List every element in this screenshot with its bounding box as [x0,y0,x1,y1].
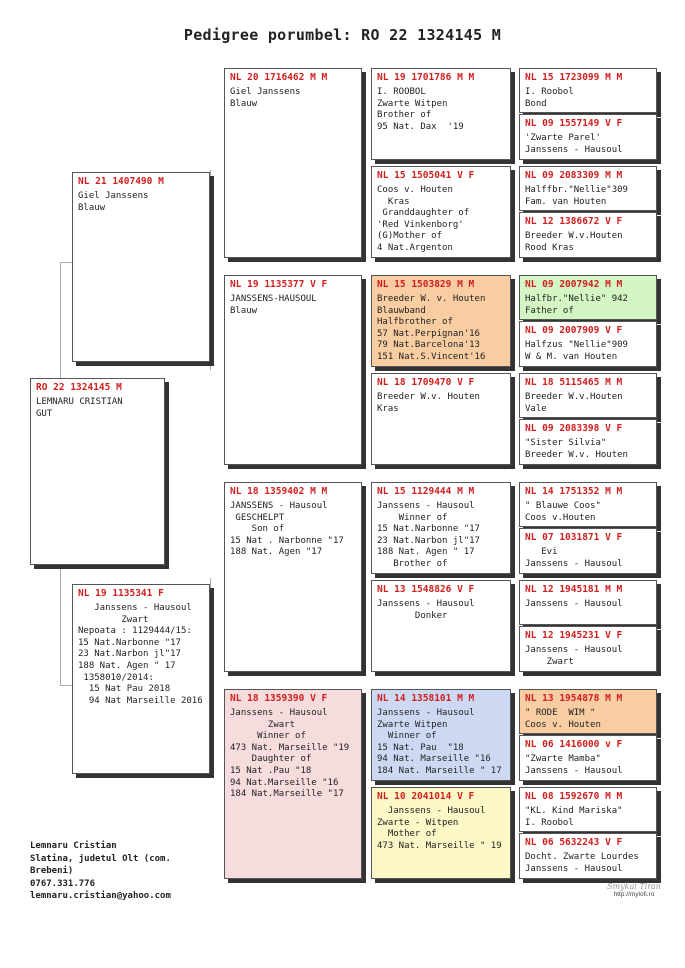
detail-line: 473 Nat. Marseille "19 [230,742,350,753]
pigeon-details [73,599,209,707]
pigeon-card-g7 [519,373,657,418]
connector [210,170,223,370]
detail-line: "KL. Kind Mariska" [525,806,623,816]
detail-line: 188 Nat. Agen " 17 [377,547,475,558]
pigeon-details [372,290,510,364]
detail-line: Bond [525,98,547,109]
detail-line: 184 Nat.Marseille "17 [230,789,344,800]
pigeon-card-mother [72,584,210,774]
detail-line: 57 Nat.Perpignan'16 [377,328,480,339]
pigeon-details [372,802,510,852]
pigeon-card-g10 [519,528,657,574]
pigeon-details [520,83,656,110]
pigeon-details [520,129,656,156]
ring-number: NL 19 1135341 F [78,588,164,599]
pigeon-details [520,388,656,415]
detail-line: Blauwband [377,305,426,316]
detail-line: Coos v. Houten [377,185,453,195]
detail-line: Winner of [377,731,437,742]
detail-line: Kras [377,196,410,207]
contact-name: Lemnaru Cristian [30,841,117,851]
ring-number: NL 09 2083309 M M [525,170,623,181]
detail-line: Blauw [230,305,258,316]
detail-line: Janssens - Hausoul [525,144,623,155]
detail-line: Janssens - Hausoul [525,645,623,655]
ring-number: NL 19 1135377 V F [230,279,328,290]
pigeon-card-fmf [371,275,511,367]
breeder-contact [30,840,171,903]
detail-line: 1358010/2014: [78,672,154,683]
detail-line: JANSSENS-HAUSOUL [230,294,317,304]
pigeon-details [73,187,209,214]
ring-number: NL 18 5115465 M M [525,377,623,388]
detail-line: Daughter of [230,754,312,765]
detail-line: 94 Nat.Marseille "16 [230,777,339,788]
ring-number: NL 14 1751352 M M [525,486,623,497]
pigeon-card-g9 [519,482,657,527]
pigeon-details [372,497,510,571]
detail-line: Janssens - Hausoul [377,708,475,718]
detail-line: Donker [377,610,448,621]
pigeon-details [520,802,656,829]
detail-line: Winner of [377,512,448,523]
detail-line: Granddaughter of [377,208,470,219]
ring-number: NL 13 1548826 V F [377,584,475,595]
detail-line: I. Roobol [525,87,574,97]
contact-address-2: Brebeni) [30,866,74,877]
pigeon-card-mm [224,689,362,879]
ring-number: NL 10 2041014 V F [377,791,475,802]
detail-line: W & M. van Houten [525,351,618,362]
detail-line: 'Red Vinkenborg' [377,219,464,230]
ring-number: NL 09 1557149 V F [525,118,623,129]
pigeon-details [520,434,656,461]
detail-line: Coos v. Houten [525,719,601,730]
ring-number: NL 12 1945181 M M [525,584,623,595]
pigeon-details [520,227,656,254]
ring-number: NL 08 1592670 M M [525,791,623,802]
detail-line: Halffbr."Nellie"309 [525,185,628,195]
pigeon-details [372,181,510,255]
pigeon-card-g8 [519,419,657,465]
pigeon-details [372,388,510,415]
pigeon-details [520,595,656,611]
pigeon-details [372,704,510,778]
detail-line: 15 Nat.Narbonne "17 [78,637,181,648]
ring-number: NL 18 1359390 V F [230,693,328,704]
ring-number: NL 18 1359402 M M [230,486,328,497]
detail-line: Son of [230,524,285,535]
detail-line: 188 Nat. Agen " 17 [78,660,176,671]
ring-number: NL 18 1709470 V F [377,377,475,388]
ring-number: NL 06 5632243 V F [525,837,623,848]
detail-line: Breeder W.v. Houten [525,449,628,460]
detail-line: 15 Nat . Narbonne "17 [230,535,344,546]
ring-number: RO 22 1324145 M [36,382,122,393]
detail-line: Father of [525,305,574,316]
contact-address: Slatina, judetul Olt (com. [30,853,171,864]
pigeon-card-mff [371,482,511,574]
detail-line: Halfbr."Nellie" 942 [525,294,628,304]
pigeon-details [31,393,164,420]
detail-line: 94 Nat. Marseille "16 [377,754,491,765]
detail-line: GUT [36,408,53,419]
detail-line: Breeder W. v. Houten [377,294,486,304]
pigeon-card-fmm [371,373,511,465]
detail-line: 151 Nat.S.Vincent'16 [377,351,486,362]
detail-line: Giel Janssens [78,191,149,201]
detail-line: Fam. van Houten [525,196,607,207]
ring-number: NL 20 1716462 M M [230,72,328,83]
detail-line: Janssens - Hausoul [525,558,623,569]
detail-line: Coos v.Houten [525,512,596,523]
ring-number: NL 13 1954878 M M [525,693,623,704]
pigeon-card-g14 [519,735,657,781]
pigeon-details [520,848,656,875]
detail-line: I. ROOBOL [377,87,426,97]
pigeon-details [372,595,510,622]
ring-number: NL 15 1129444 M M [377,486,475,497]
detail-line: Brother of [377,110,432,121]
pigeon-card-g11 [519,580,657,625]
detail-line: (G)Mother of [377,231,443,242]
detail-line: Blauw [230,98,258,109]
detail-line: I. Roobol [525,817,574,828]
detail-line: Janssens - Hausoul [377,501,475,511]
ring-number: NL 12 1945231 V F [525,630,623,641]
pigeon-card-fm [224,275,362,465]
pigeon-card-fff [371,68,511,160]
pigeon-card-mmm [371,787,511,879]
detail-line: 94 Nat Marseille 2016 [78,695,203,706]
pigeon-details [225,704,361,801]
detail-line: Docht. Zwarte Lourdes [525,852,639,862]
detail-line: JANSSENS - Hausoul [230,501,328,511]
detail-line: Zwart [230,719,296,730]
pigeon-card-g16 [519,833,657,879]
ring-number: NL 15 1503829 M M [377,279,475,290]
contact-phone: 0767.331.776 [30,878,96,889]
pigeon-card-g4 [519,212,657,258]
pigeon-card-subject [30,378,165,565]
ring-number: NL 15 1505041 V F [377,170,475,181]
detail-line: Zwart [525,656,574,667]
logo-url[interactable]: http://mylofi.ro [613,891,655,898]
pigeon-details [520,641,656,668]
logo-signature: Smykal Tiran [607,882,661,891]
pigeon-card-ff [224,68,362,258]
detail-line: "Sister Silvia" [525,438,607,448]
pigeon-card-father [72,172,210,362]
pigeon-details [225,83,361,110]
detail-line: Giel Janssens [230,87,301,97]
pigeon-card-mf [224,482,362,672]
connector [210,578,223,778]
pigeon-details [520,181,656,208]
pigeon-details [520,336,656,363]
detail-line: "Zwarte Mamba" [525,754,601,764]
page-title: Pedigree porumbel: RO 22 1324145 M [183,26,502,44]
detail-line: LEMNARU CRISTIAN [36,397,123,407]
detail-line: 'Zwarte Parel' [525,133,601,143]
pigeon-card-g15 [519,787,657,832]
detail-line: Breeder W.v.Houten [525,231,623,241]
detail-line: " Blauwe Coos" [525,501,601,511]
detail-line: 188 Nat. Agen "17 [230,547,323,558]
contact-email[interactable]: lemnaru.cristian@yahoo.com [30,891,171,902]
pigeon-details [372,83,510,133]
detail-line: Zwarte Witpen [377,719,448,730]
ring-number: NL 14 1358101 M M [377,693,475,704]
detail-line: Breeder W.v.Houten [525,392,623,402]
software-logo [604,882,664,898]
pigeon-details [225,290,361,317]
detail-line: Janssens - Hausoul [78,603,192,613]
detail-line: 15 Nat Pau 2018 [78,684,171,695]
detail-line: 95 Nat. Dax '19 [377,121,464,132]
detail-line: 23 Nat.Narbon jl"17 [78,649,181,660]
detail-line: 15 Nat.Narbonne "17 [377,524,480,535]
pigeon-card-g3 [519,166,657,211]
detail-line: Evi [525,547,558,557]
detail-line: Vale [525,403,547,414]
detail-line: Zwarte - Witpen [377,817,459,828]
detail-line: 79 Nat.Barcelona'13 [377,340,480,351]
detail-line: Janssens - Hausoul [525,599,623,609]
detail-line: Janssens - Hausoul [377,599,475,609]
pigeon-card-g2 [519,114,657,160]
detail-line: Kras [377,403,399,414]
ring-number: NL 21 1407490 M [78,176,164,187]
detail-line: Nepoata : 1129444/15: [78,626,192,637]
pigeon-details [520,290,656,317]
ring-number: NL 09 2007909 V F [525,325,623,336]
detail-line: 4 Nat.Argenton [377,242,453,253]
detail-line: Janssens - Hausoul [525,863,623,874]
detail-line: Janssens - Hausoul [377,806,486,816]
pigeon-card-g1 [519,68,657,113]
pigeon-details [520,750,656,777]
pigeon-card-g12 [519,626,657,672]
detail-line: 15 Nat. Pau "18 [377,742,464,753]
ring-number: NL 09 2007942 M M [525,279,623,290]
detail-line: Zwart [78,614,149,625]
pigeon-card-g6 [519,321,657,367]
detail-line: Blauw [78,202,106,213]
detail-line: 473 Nat. Marseille " 19 [377,840,502,851]
pigeon-card-g5 [519,275,657,320]
detail-line: GESCHELPT [230,512,285,523]
pigeon-details [520,497,656,524]
detail-line: Zwarte Witpen [377,98,448,109]
detail-line: " RODE WIM " [525,708,596,718]
ring-number: NL 15 1723099 M M [525,72,623,83]
ring-number: NL 19 1701786 M M [377,72,475,83]
detail-line: 23 Nat.Narbon jl"17 [377,535,480,546]
detail-line: Janssens - Hausoul [230,708,328,718]
ring-number: NL 09 2083398 V F [525,423,623,434]
detail-line: Halfzus "Nellie"909 [525,340,628,350]
detail-line: 184 Nat. Marseille " 17 [377,765,502,776]
detail-line: 15 Nat .Pau "18 [230,765,312,776]
detail-line: Mother of [377,829,437,840]
ring-number: NL 07 1031871 V F [525,532,623,543]
ring-number: NL 12 1386672 V F [525,216,623,227]
pigeon-card-ffm [371,166,511,258]
detail-line: Rood Kras [525,242,574,253]
pigeon-details [225,497,361,559]
ring-number: NL 06 1416000 v F [525,739,623,750]
detail-line: Brother of [377,558,448,569]
detail-line: Janssens - Hausoul [525,765,623,776]
pigeon-details [520,543,656,570]
pigeon-card-mfm [371,580,511,672]
pigeon-card-mmf [371,689,511,781]
detail-line: Halfbrother of [377,317,453,328]
pigeon-details [520,704,656,731]
pigeon-card-g13 [519,689,657,734]
detail-line: Breeder W.v. Houten [377,392,480,402]
detail-line: Winner of [230,731,306,742]
